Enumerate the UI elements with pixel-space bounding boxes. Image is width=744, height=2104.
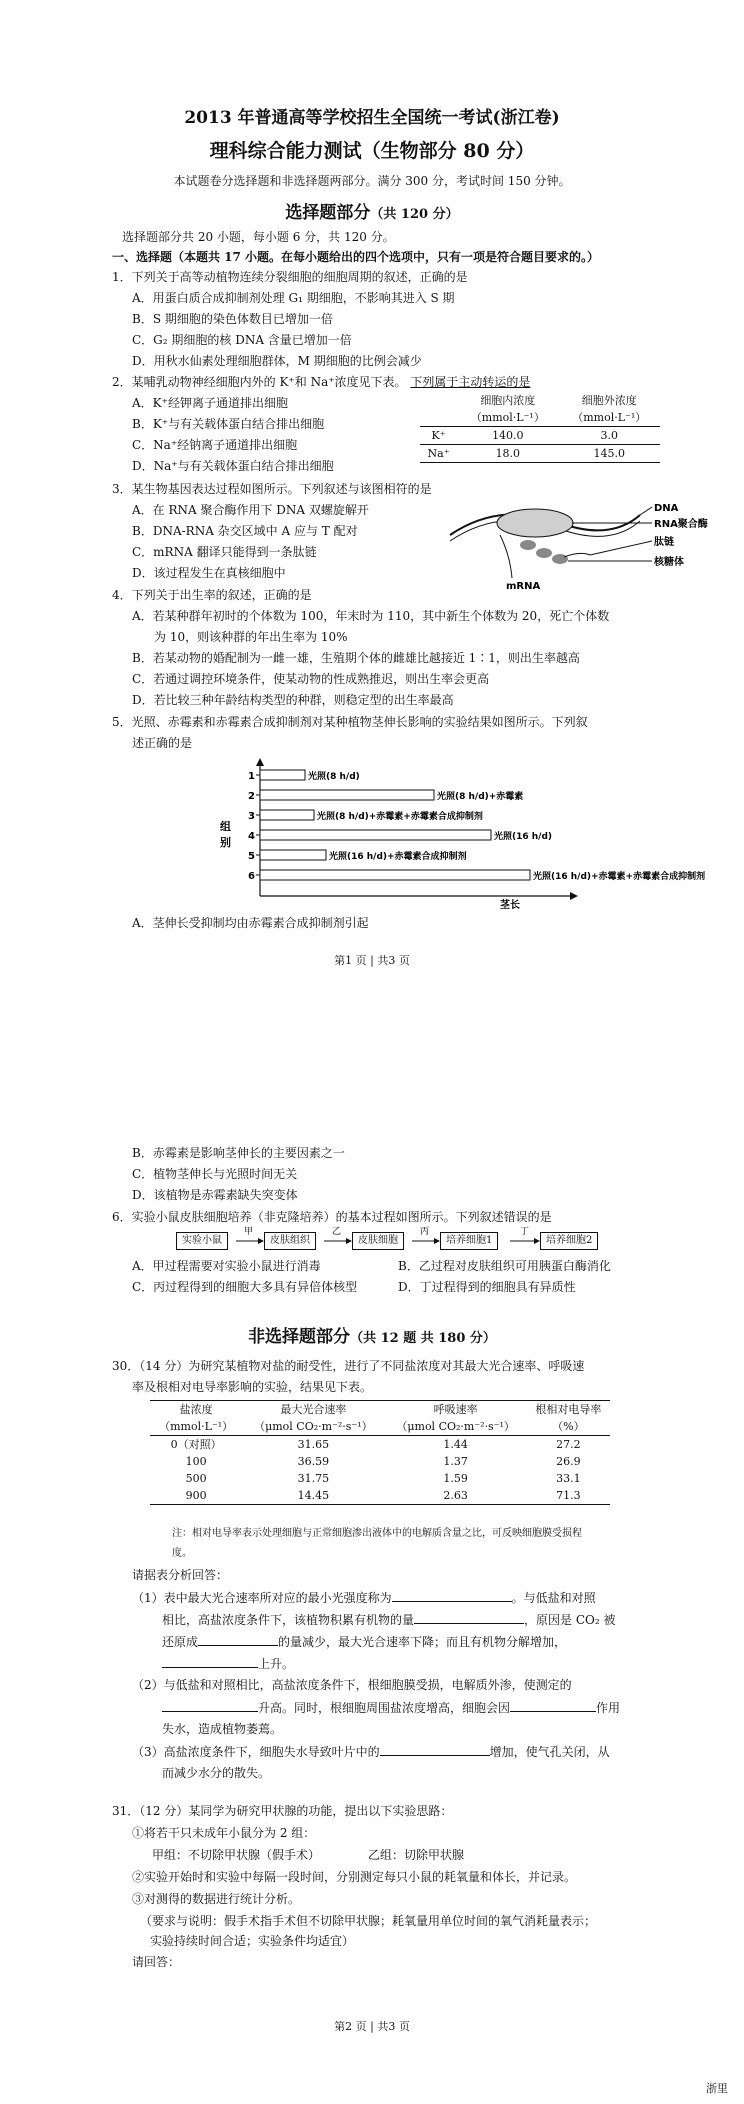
q5-stem-line2: 述正确的是 — [132, 736, 193, 750]
q5-option-a: A．茎伸长受抑制均由赤霉素合成抑制剂引起 — [132, 916, 369, 930]
y-axis-label: 组别 — [220, 820, 231, 849]
q3-gene-expression-figure — [440, 493, 708, 593]
page-2 — [0, 1000, 744, 2104]
y-axis-arrow — [256, 758, 264, 766]
q30-sub2-line1: （2）与低盐和对照相比，高盐浓度条件下，根细胞膜受损，电解质外渗，使测定的 — [132, 1678, 572, 1692]
arrow-3-head — [434, 1238, 440, 1244]
q31-line3: ②实验开始时和实验中每隔一段时间，分别测定每只小鼠的耗氧量和体长，并记录。 — [132, 1870, 577, 1884]
q2-option-c: C．Na⁺经钠离子通道排出细胞 — [132, 438, 298, 452]
table-row: 100 36.59 1.37 26.9 — [185, 1455, 581, 1468]
section-nonchoice-title: 非选择题部分（共 12 题 共 180 分） — [248, 1327, 496, 1347]
tick-label-group-3: 3 — [248, 811, 255, 822]
page-footer-1: 第1 页 | 共3 页 — [334, 954, 410, 967]
q31-line4: ③对测得的数据进行统计分析。 — [132, 1892, 301, 1906]
flow-arrows — [170, 1222, 550, 1252]
q2-option-a: A．K⁺经钾离子通道排出细胞 — [132, 396, 288, 410]
flow-culture-2: 培养细胞2 — [540, 1232, 598, 1250]
q5-option-c: C．植物茎伸长与光照时间无关 — [132, 1167, 298, 1181]
q31-line1: ①将若干只未成年小鼠分为 2 组： — [132, 1826, 316, 1840]
bar-group-1 — [260, 770, 305, 780]
q31-group-b: 乙组：切除甲状腺 — [368, 1848, 465, 1862]
q5-bar-chart — [200, 758, 706, 911]
flow-mouse: 实验小鼠 — [176, 1232, 228, 1250]
flow-culture-1: 培养细胞1 — [440, 1232, 498, 1250]
table-row: Na⁺ 18.0 145.0 — [420, 445, 660, 463]
ribosome-1 — [520, 540, 536, 550]
arrow-1-head — [258, 1238, 264, 1244]
flow-skin-cells: 皮肤细胞 — [352, 1232, 404, 1250]
q1-option-a: A．用蛋白质合成抑制剂处理 G₁ 期细胞，不影响其进入 S 期 — [132, 291, 455, 305]
q5-option-b: B．赤霉素是影响茎伸长的主要因素之一 — [132, 1146, 345, 1160]
table-row: 0（对照） 31.65 1.44 27.2 — [170, 1438, 581, 1451]
q30-stem-line2: 率及根相对电导率影响的实验，结果见下表。 — [132, 1380, 373, 1394]
exam-intro: 本试题卷分选择题和非选择题两部分。满分 300 分，考试时间 150 分钟。 — [173, 174, 571, 188]
q30-sub2-line3: 失水，造成植物萎蔫。 — [162, 1722, 283, 1736]
q2-stem: 2．某哺乳动物神经细胞内外的 K⁺和 Na⁺浓度见下表。 下列属于主动转运的是 — [112, 375, 531, 389]
tick-label-group-6: 6 — [248, 871, 255, 882]
table-row: 900 14.45 2.63 71.3 — [185, 1489, 581, 1502]
q6-option-b: B．乙过程对皮肤组织可用胰蛋白酶消化 — [398, 1259, 611, 1273]
ribosome-2 — [536, 548, 552, 558]
q3-option-d: D．该过程发生在真核细胞中 — [132, 566, 286, 580]
bar-group-5 — [260, 850, 326, 860]
q4-option-a-line2: 为 10，则该种群的年出生率为 10% — [154, 630, 348, 644]
q2-option-d: D．Na⁺与有关载体蛋白结合排出细胞 — [132, 459, 334, 473]
answer-blank[interactable] — [162, 1698, 258, 1712]
q3-option-b: B．DNA-RNA 杂交区域中 A 应与 T 配对 — [132, 524, 358, 538]
exam-subtitle: 理科综合能力测试（生物部分 80 分） — [209, 140, 535, 162]
q1-option-c: C．G₂ 期细胞的核 DNA 含量已增加一倍 — [132, 333, 352, 347]
bar-label-group-1: 光照(8 h/d) — [308, 772, 360, 782]
bar-label-group-5: 光照(16 h/d)+赤霉素合成抑制剂 — [329, 852, 467, 862]
bar-group-6 — [260, 870, 530, 880]
page-footer-2: 第2 页 | 共3 页 — [334, 2020, 410, 2033]
q6-option-c: C．丙过程得到的细胞大多具有异倍体核型 — [132, 1280, 358, 1294]
q30-sub3-line1: （3）高盐浓度条件下，细胞失水导致叶片中的 增加，使气孔关闭，从 — [132, 1742, 610, 1761]
q30-sub1-line1: （1）表中最大光合速率所对应的最小光强度称为 。与低盐和对照 — [132, 1588, 596, 1607]
q31-group-a: 甲组：不切除甲状腺（假手术） — [152, 1848, 321, 1862]
q2-concentration-table: 细胞内浓度 细胞外浓度 （mmol·L⁻¹） （mmol·L⁻¹） K⁺ 140.0 3.0 Na⁺ 18.0 145.0 — [420, 392, 660, 463]
dna-pointer — [640, 507, 652, 515]
arrow-2-head — [346, 1238, 352, 1244]
q6-option-a: A．甲过程需要对实验小鼠进行消毒 — [132, 1259, 321, 1273]
bar-label-group-2: 光照(8 h/d)+赤霉素 — [437, 792, 524, 802]
q5-option-d: D．该植物是赤霉素缺失突变体 — [132, 1188, 298, 1202]
bar-group-4 — [260, 830, 491, 840]
tick-label-group-4: 4 — [248, 831, 255, 842]
q6-option-d: D．丁过程得到的细胞具有异质性 — [398, 1280, 576, 1294]
section-choice-title: 选择题部分（共 120 分） — [285, 203, 459, 223]
q31-stem: 31．（12 分）某同学为研究甲状腺的功能，提出以下实验思路： — [112, 1804, 453, 1818]
label-rna-polymerase: RNA聚合酶 — [654, 519, 708, 530]
answer-blank[interactable] — [392, 1588, 512, 1602]
label-peptide: 肽链 — [654, 537, 674, 548]
label-mrna: mRNA — [506, 581, 541, 592]
q6-stem: 6．实验小鼠皮肤细胞培养（非克隆培养）的基本过程如图所示。下列叙述错误的是 — [112, 1210, 552, 1224]
tick-label-group-2: 2 — [248, 791, 255, 802]
bar-label-group-3: 光照(8 h/d)+赤霉素+赤霉素合成抑制剂 — [317, 812, 483, 822]
q3-option-a: A．在 RNA 聚合酶作用下 DNA 双螺旋解开 — [132, 503, 369, 517]
section-choice-note: 选择题部分共 20 小题，每小题 6 分，共 120 分。 — [122, 230, 395, 244]
x-axis-label: 茎长 — [500, 900, 520, 911]
answer-blank[interactable] — [380, 1742, 490, 1756]
bar-group-2 — [260, 790, 434, 800]
q30-note-line1: 注：相对电导率表示处理细胞与正常细胞渗出液体中的电解质含量之比，可反映细胞膜受损程 — [172, 1528, 582, 1539]
x-axis-arrow — [570, 892, 578, 900]
q4-option-b: B．若某动物的婚配制为一雌一雄，生殖期个体的雌雄比越接近 1∶1，则出生率越高 — [132, 651, 580, 665]
section-choice-instruction: 一、选择题（本题共 17 小题。在每小题给出的四个选项中，只有一项是符合题目要求的。） — [112, 250, 600, 264]
label-dna: DNA — [654, 503, 679, 514]
q1-stem: 1．下列关于高等动植物连续分裂细胞的细胞周期的叙述，正确的是 — [112, 270, 468, 284]
exam-title: 2013 年普通高等学校招生全国统一考试(浙江卷) — [184, 108, 560, 128]
table-row: 500 31.75 1.59 33.1 — [185, 1472, 581, 1485]
peptide-pointer — [590, 541, 652, 555]
corner-mark: 浙里 — [706, 2082, 728, 2095]
q30-salt-table: 盐浓度 最大光合速率 呼吸速率 根相对电导率 （mmol·L⁻¹） （μmol CO₂·m⁻²·s⁻¹） （μmol CO₂·m⁻²·s⁻¹） （%） 0（对照） 31.65 1.44 27.2 100 36.59 1.37 26.9 500 31.75 1.59 33.1 900 14.45 2.63 71.3 — [150, 1400, 610, 1505]
page-1 — [0, 0, 744, 1000]
q3-stem: 3．某生物基因表达过程如图所示。下列叙述与该图相符的是 — [112, 482, 432, 496]
q4-stem: 4．下列关于出生率的叙述，正确的是 — [112, 588, 312, 602]
q1-option-b: B．S 期细胞的染色体数目已增加一倍 — [132, 312, 333, 326]
q3-option-c: C．mRNA 翻译只能得到一条肽链 — [132, 545, 317, 559]
q31-line6: 实验持续时间合适；实验条件均适宜） — [150, 1934, 355, 1948]
q1-option-d: D．用秋水仙素处理细胞群体，M 期细胞的比例会减少 — [132, 354, 422, 368]
table-row: K⁺ 140.0 3.0 — [420, 427, 660, 445]
q31-line5: （要求与说明：假手术指手术但不切除甲状腺；耗氧量用单位时间的氧气消耗量表示； — [140, 1914, 597, 1928]
ribosome-3 — [552, 554, 568, 564]
q30-sub2-line2: 升高。同时，根细胞周围盐浓度增高，细胞会因 作用 — [162, 1698, 620, 1717]
tick-label-group-1: 1 — [248, 771, 255, 782]
q31-line7: 请回答： — [132, 1955, 181, 1969]
rna-polymerase-shape — [497, 509, 573, 537]
q4-option-c: C．若通过调控环境条件，使某动物的性成熟推迟，则出生率会更高 — [132, 672, 490, 686]
answer-blank[interactable] — [510, 1698, 596, 1712]
peptide-chain — [564, 553, 590, 557]
arrow-label-bing: 丙 — [420, 1227, 430, 1237]
q30-prompt: 请据表分析回答： — [132, 1568, 229, 1582]
q2-option-b: B．K⁺与有关载体蛋白结合排出细胞 — [132, 417, 325, 431]
q4-option-a-line1: A．若某种群年初时的个体数为 100，年末时为 110，其中新生个体数为 20，死亡个体数 — [132, 609, 610, 623]
q4-option-d: D．若比较三种年龄结构类型的种群，则稳定型的出生率最高 — [132, 693, 454, 707]
q30-sub1-line2: 相比，高盐浓度条件下，该植物积累有机物的量 ，原因是 CO₂ 被 — [162, 1610, 615, 1629]
q30-stem-line1: 30．（14 分）为研究某植物对盐的耐受性，进行了不同盐浓度对其最大光合速率、呼吸速 — [112, 1359, 585, 1373]
bar-group-3 — [260, 810, 314, 820]
flow-skin-tissue: 皮肤组织 — [264, 1232, 316, 1250]
arrow-4-head — [534, 1238, 540, 1244]
q30-sub1-line3: 还原成 的量减少，最大光合速率下降；而且有机物分解增加， — [162, 1632, 566, 1651]
arrow-label-ding: 丁 — [520, 1227, 530, 1237]
q30-sub1-line4: 上升。 — [162, 1654, 294, 1673]
answer-blank[interactable] — [162, 1654, 258, 1668]
arrow-label-jia: 甲 — [244, 1227, 254, 1237]
answer-blank[interactable] — [414, 1610, 524, 1624]
bar-label-group-4: 光照(16 h/d) — [494, 832, 553, 842]
q30-note-line2: 度。 — [172, 1548, 192, 1559]
arrow-label-yi: 乙 — [332, 1227, 342, 1237]
q5-stem-line1: 5．光照、赤霉素和赤霉素合成抑制剂对某种植物茎伸长影响的实验结果如图所示。下列叙 — [112, 715, 588, 729]
mrna-strand — [500, 535, 512, 578]
q30-sub3-line2: 而减少水分的散失。 — [162, 1766, 271, 1780]
tick-label-group-5: 5 — [248, 851, 255, 862]
answer-blank[interactable] — [198, 1632, 278, 1646]
label-ribosome: 核糖体 — [654, 557, 684, 568]
bar-label-group-6: 光照(16 h/d)+赤霉素+赤霉素合成抑制剂 — [533, 872, 706, 882]
